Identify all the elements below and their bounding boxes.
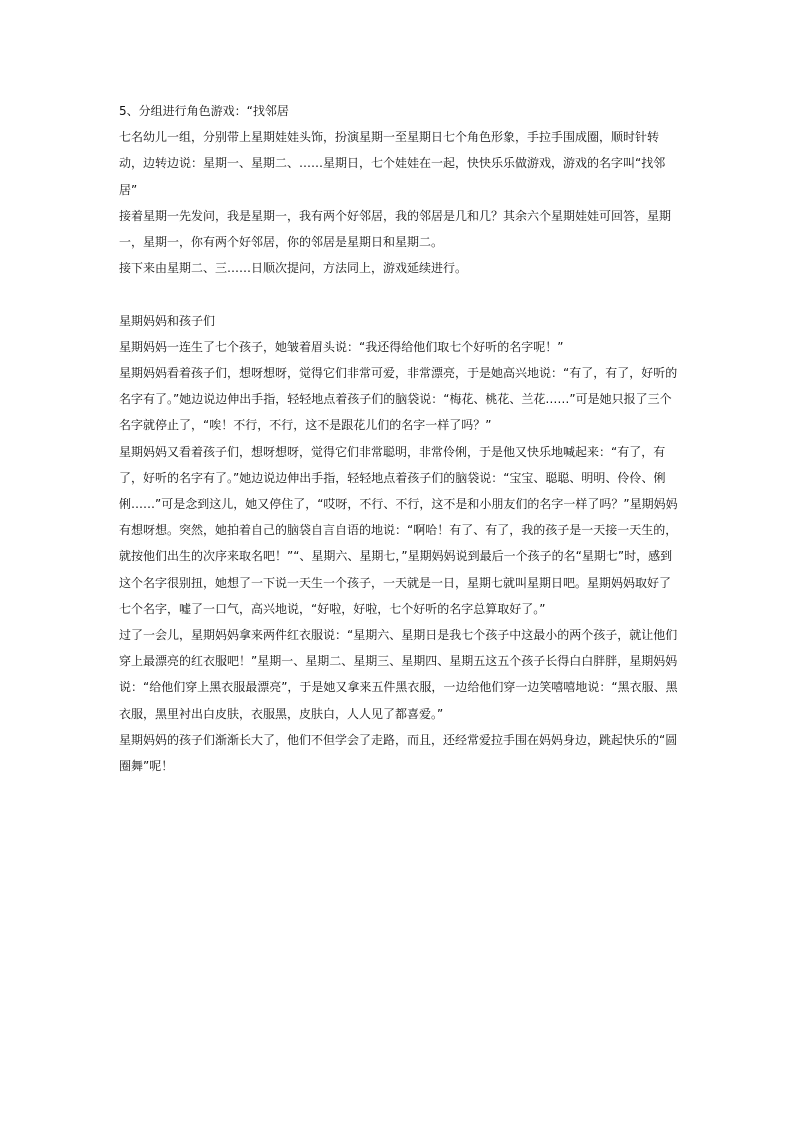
story-paragraph-1: 星期妈妈一连生了七个孩子，她皱着眉头说：“我还得给他们取七个好听的名字呢！”: [119, 339, 564, 354]
paragraph-continue-game: 接下来由星期二、三……日顺次提问，方法同上，游戏延续进行。: [119, 261, 468, 276]
story-title: 星期妈妈和孩子们: [119, 313, 216, 328]
paragraph-monday-asks: 接着星期一先发问，我是星期一，我有两个好邻居，我的邻居是几和几？其余六个星期娃娃可回答，星期一，星期一，你有两个好邻居，你的邻居是星期日和星期二。: [119, 208, 672, 250]
story-paragraph-4: 过了一会儿，星期妈妈拿来两件红衣服说：“星期六、星期日是我七个孩子中这最小的两个孩子，就让他们穿上最漂亮的红衣服吧！”星期一、星期二、星期三、星期四、星期五这五个孩子长得白白胖胖，星期妈妈说：“给他们穿上黑衣服最漂亮”，于是她又拿来五件黑衣服，一边给他们穿一边笑嘻嘻地说：“黑衣服、黑衣服，黑里衬出白皮肤，衣服黑，皮肤白，人人见了都喜爱。”: [119, 628, 678, 721]
story-paragraph-5: 星期妈妈的孩子们渐渐长大了，他们不但学会了走路，而且，还经常爱拉手围在妈妈身边，跳起快乐的“圆圈舞”呢！: [119, 732, 678, 774]
section-divider: [119, 281, 679, 307]
story-paragraph-2: 星期妈妈看着孩子们，想呀想呀，觉得它们非常可爱，非常漂亮，于是她高兴地说：“有了，有了，好听的名字有了。”她边说边伸出手指，轻轻地点着孩子们的脑袋说：“梅花、桃花、兰花……”可是她只报了三个名字就停止了，“唉！不行，不行，这不是跟花儿们的名字一样了吗？”: [119, 366, 678, 433]
paragraph-game-rules: 七名幼儿一组，分别带上星期娃娃头饰，扮演星期一至星期日七个角色形象，手拉手围成圈，顺时针转动，边转边说：星期一、星期二、……星期日，七个娃娃在一起，快快乐乐做游戏，游戏的名字叫“找邻居”: [119, 130, 666, 197]
document-body: [119, 98, 679, 779]
section-heading-role-game: 5、分组进行角色游戏：“找邻居: [119, 104, 289, 118]
story-paragraph-3: 星期妈妈又看着孩子们，想呀想呀，觉得它们非常聪明，非常伶俐，于是他又快乐地喊起来：“有了，有了，好听的名字有了。”她边说边伸出手指，轻轻地点着孩子们的脑袋说：“宝宝、聪聪、明明、伶伶、俐俐……”可是念到这儿，她又停住了，“哎呀，不行、不行，这不是和小朋友们的名字一样了吗？”星期妈妈有想呀想。突然，她拍着自己的脑袋自言自语的地说：“啊哈！有了、有了，我的孩子是一天接一天生的，就按他们出生的次序来取名吧！”“、星期六、星期七，”星期妈妈说到最后一个孩子的名“星期七”时，感到这个名字很别扭，她想了一下说一天生一个孩子，一天就是一日，星期七就叫星期日吧。星期妈妈取好了七个名字，嘘了一口气，高兴地说，“好啦，好啦，七个好听的名字总算取好了。”: [119, 444, 678, 616]
